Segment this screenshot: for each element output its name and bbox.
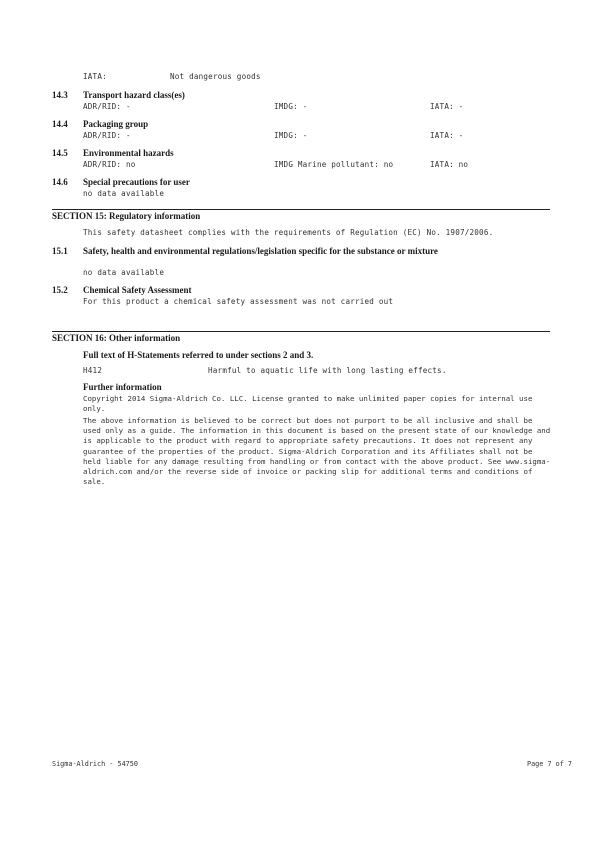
imdg-value: IMDG: -: [274, 102, 308, 111]
section-number: 15.1: [52, 246, 68, 256]
further-information-heading: Further information: [83, 382, 162, 392]
adr-rid-value: ADR/RID: -: [83, 131, 131, 140]
section-heading: Safety, health and environmental regulations/legislation specific for the substance or mixture: [83, 246, 438, 256]
section-number: 14.6: [52, 177, 68, 187]
imdg-value: IMDG: -: [274, 131, 308, 140]
h-statement-text: Harmful to aquatic life with long lasting effects.: [208, 366, 447, 375]
section-number: 14.5: [52, 148, 68, 158]
copyright-text: Copyright 2014 Sigma-Aldrich Co. LLC. License granted to make unlimited paper copies for internal use only.: [83, 394, 533, 414]
section-text: For this product a chemical safety assessment was not carried out: [83, 297, 394, 306]
iata-value: IATA: -: [430, 102, 464, 111]
iata-label: IATA:: [83, 72, 107, 81]
section-rule: [52, 331, 550, 332]
section-heading: Environmental hazards: [83, 148, 174, 158]
section-heading: Special precautions for user: [83, 177, 190, 187]
section-15-intro: This safety datasheet complies with the requirements of Regulation (EC) No. 1907/2006.: [83, 228, 494, 237]
section-heading: Transport hazard class(es): [83, 90, 185, 100]
footer-product-id: Sigma-Aldrich - 54750: [52, 760, 138, 768]
section-text: no data available: [83, 189, 165, 198]
section-heading: Packaging group: [83, 119, 149, 129]
section-number: 14.3: [52, 90, 68, 100]
section-number: 15.2: [52, 285, 68, 295]
section-15-title: SECTION 15: Regulatory information: [52, 211, 201, 221]
section-rule: [52, 209, 550, 210]
section-16-title: SECTION 16: Other information: [52, 333, 181, 343]
disclaimer-text: The above information is believed to be correct but does not purport to be all inclusive and shall be used only as a guide. The information in this document is based on the present state of our knowledge and is applicable to the product with regard to appropriate safety precautions. It does not represent any guarantee of the properties of the product. Sigma-Aldrich Corporation and its Affiliates shall not be held liable for any damage resulting from handling or from contact with the above product. See www.sigma-aldrich.com and/or the reverse side of invoice or packing slip for additional terms and conditions of sale.: [83, 416, 551, 487]
h-code: H412: [83, 366, 103, 375]
adr-rid-value: ADR/RID: no: [83, 160, 136, 169]
imdg-value: IMDG Marine pollutant: no: [274, 160, 394, 169]
iata-value: Not dangerous goods: [170, 72, 261, 81]
section-text: no data available: [83, 268, 165, 277]
footer-page-number: Page 7 of 7: [527, 760, 573, 768]
iata-value: IATA: no: [430, 160, 469, 169]
section-heading: Chemical Safety Assessment: [83, 285, 192, 295]
h-statements-heading: Full text of H-Statements referred to under sections 2 and 3.: [83, 350, 314, 360]
section-number: 14.4: [52, 119, 68, 129]
adr-rid-value: ADR/RID: -: [83, 102, 131, 111]
iata-value: IATA: -: [430, 131, 464, 140]
